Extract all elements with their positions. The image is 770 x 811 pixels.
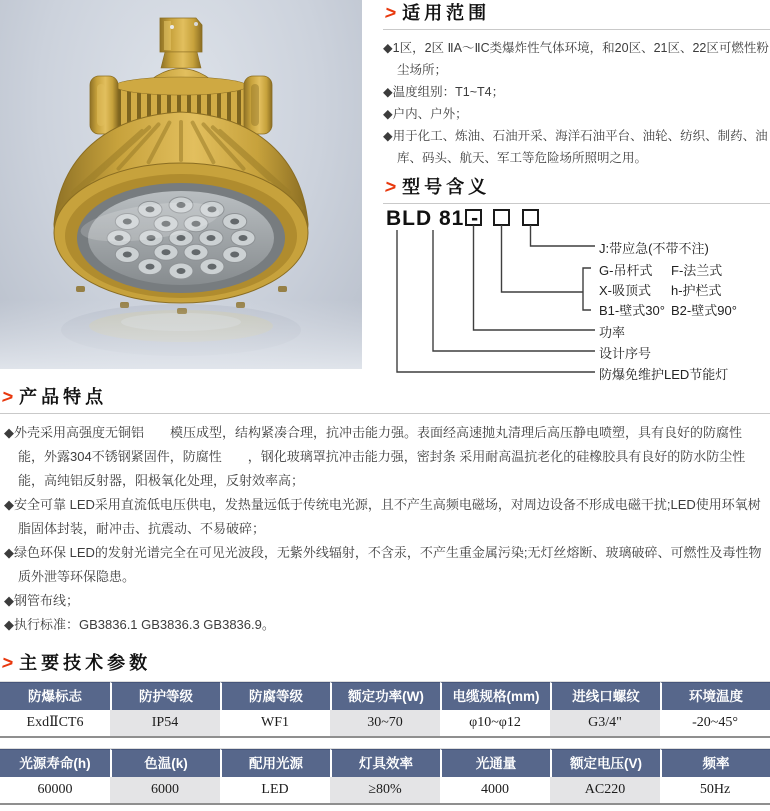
spec2-header-cell: 配用光源 — [220, 749, 330, 777]
model-code-prefix: BLD 81 - — [386, 207, 480, 230]
scope-bullet: ◆用于化工、炼油、石油开采、海洋石油平台、油轮、纺织、制药、油库、码头、航天、军工等危险场所照明之用。 — [383, 129, 768, 165]
spec-table-1 — [0, 681, 770, 738]
lamp-mount-block — [160, 18, 202, 52]
explosion-proof-led-lamp-illustration — [0, 0, 362, 369]
spec1-header-cell: 进线口螺纹 — [550, 682, 660, 710]
model-label-mount-x: X-吸顶式 — [599, 283, 652, 298]
features-bullet: ◆安全可靠 LED采用直流低电压供电，发热量远低于传统电光源，且不产生高频电磁场，对周边设备不形成电磁干扰;LED使用环氧树脂固体封装，耐冲击、抗震动、不易破碎； — [4, 497, 761, 536]
spec2-header-cell: 色温(k) — [110, 749, 220, 777]
spec1-value-cell: -20~45° — [660, 710, 770, 736]
lamp-body — [54, 18, 308, 314]
section-scope — [383, 2, 770, 169]
specs-title-text: 主要技术参数 — [19, 653, 152, 673]
model-label-row — [599, 260, 722, 279]
model-label-emergency: J:带应急(不带不注) — [599, 241, 709, 256]
title-marker-icon: > — [383, 177, 398, 198]
spec2-value-cell: 60000 — [0, 777, 110, 803]
model-title-text: 型号含义 — [402, 177, 491, 197]
features-title-text: 产品特点 — [19, 387, 108, 407]
model-label-row — [599, 300, 737, 319]
spec2-header-cell: 频率 — [660, 749, 770, 777]
model-code-diagram — [383, 206, 770, 386]
product-photo — [0, 0, 362, 369]
spec2-value-cell: 50Hz — [660, 777, 770, 803]
model-label-mount-f: F-法兰式 — [671, 263, 723, 278]
spec1-header-cell: 电缆规格(mm) — [440, 682, 550, 710]
spec1-header-cell: 防护等级 — [110, 682, 220, 710]
model-label-mount-g: G-吊杆式 — [599, 263, 653, 278]
spec2-value-cell: LED — [220, 777, 330, 803]
table-gap — [0, 738, 770, 748]
spec2-header-cell: 灯具效率 — [330, 749, 440, 777]
features-bullet-list — [0, 421, 770, 637]
model-label-power: 功率 — [599, 325, 626, 340]
title-marker-icon: > — [0, 387, 15, 408]
spec1-header-cell: 额定功率(W) — [330, 682, 440, 710]
model-label-mount-h: h-护栏式 — [671, 283, 722, 298]
spec1-value-cell: WF1 — [220, 710, 330, 736]
spec2-value-cell: AC220 — [550, 777, 660, 803]
features-bullet: ◆执行标准：GB3836.1 GB3836.3 GB3836.9。 — [4, 617, 275, 632]
scope-bullet: ◆温度组别：T1~T4； — [383, 85, 505, 99]
spec2-header-cell: 额定电压(V) — [550, 749, 660, 777]
title-marker-icon: > — [383, 3, 398, 24]
scope-bullet: ◆1区，2区 ⅡA～ⅡC类爆炸性气体环境，和20区、21区、22区可燃性粉尘场所； — [383, 41, 769, 77]
specs-title — [0, 652, 770, 675]
spec2-value-cell: 6000 — [110, 777, 220, 803]
model-title — [383, 176, 770, 204]
model-label-mount-b2: B2-壁式90° — [671, 303, 737, 318]
features-bullet: ◆钢管布线； — [4, 593, 79, 608]
features-bullet: ◆外壳采用高强度无铜铝 模压成型，结构紧凑合理，抗冲击能力强。表面经高速抛丸清理后高压静电喷塑，具有良好的防腐性能，外露304不锈钢紧固件，防腐性 ，钢化玻璃罩抗冲击能力强，密封条 采用耐高温抗老化的硅橡胶具有良好的防水防尘性能，高纯铝反射器，阳极氧化处理，反射效率高； — [4, 425, 746, 488]
spec1-value-cell: φ10~φ12 — [440, 710, 550, 736]
spec1-value-cell: ExdⅡCT6 — [0, 710, 110, 736]
spec1-value-cell: IP54 — [110, 710, 220, 736]
spec1-header-cell: 环境温度 — [660, 682, 770, 710]
spec-table-2 — [0, 748, 770, 805]
section-features — [0, 386, 770, 637]
spec2-value-cell: 4000 — [440, 777, 550, 803]
scope-title-text: 适用范围 — [402, 3, 491, 23]
spec2-header-cell: 光源寿命(h) — [0, 749, 110, 777]
scope-bullet-list — [383, 37, 770, 169]
model-label-product-name: 防爆免维护LED节能灯 — [599, 367, 729, 382]
scope-title — [383, 2, 770, 30]
scope-bullet: ◆户内、户外； — [383, 107, 468, 121]
model-label-design-serial: 设计序号 — [599, 346, 652, 361]
title-marker-icon: > — [0, 653, 15, 674]
spec1-header-cell: 防腐等级 — [220, 682, 330, 710]
model-label-mount-b1: B1-壁式30° — [599, 303, 665, 318]
features-bullet: ◆绿色环保 LED的发射光谱完全在可见光波段，无紫外线辐射，不含汞，不产生重金属污染;无灯丝熔断、玻璃破碎、可燃性及毒性物质外泄等环保隐患。 — [4, 545, 762, 584]
section-specs — [0, 652, 770, 805]
spec2-header-cell: 光通量 — [440, 749, 550, 777]
lamp-led-face — [77, 183, 285, 293]
spec1-value-cell: 30~70 — [330, 710, 440, 736]
section-model — [383, 176, 770, 386]
features-title — [0, 386, 770, 414]
spec1-header-cell: 防爆标志 — [0, 682, 110, 710]
model-label-row — [599, 280, 722, 299]
spec2-value-cell: ≥80% — [330, 777, 440, 803]
spec1-value-cell: G3/4" — [550, 710, 660, 736]
